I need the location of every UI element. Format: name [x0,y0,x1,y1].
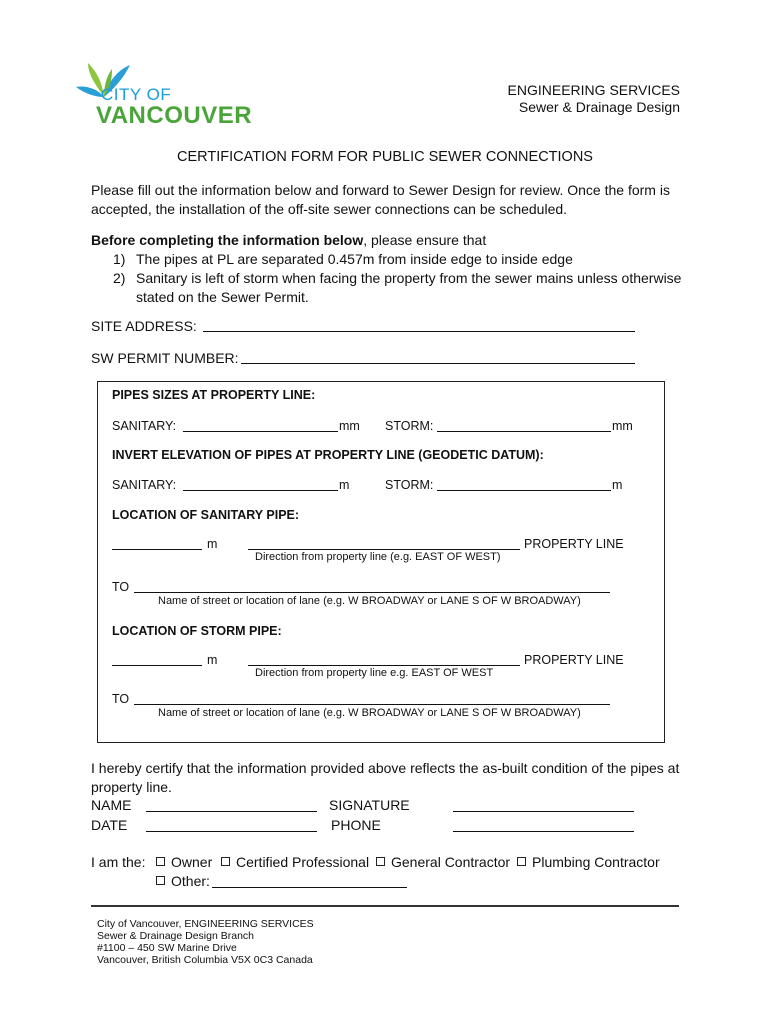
sw-permit-label: SW PERMIT NUMBER: [91,350,239,366]
date-label: DATE [91,817,128,833]
role-owner-option[interactable] [156,854,212,870]
sanitary-invert-unit: m [339,478,350,492]
sw-permit-field[interactable] [241,363,635,364]
list-item-1: The pipes at PL are separated 0.457m from inside edge to inside edge [136,251,573,267]
sanitary-size-label: SANITARY: [112,419,177,433]
name-field[interactable] [146,811,317,812]
sanitary-street-hint: Name of street or location of lane (e.g. W BROADWAY or LANE S OF W BROADWAY) [158,595,581,607]
phone-label: PHONE [331,817,381,833]
storm-street-hint: Name of street or location of lane (e.g. W BROADWAY or LANE S OF W BROADWAY) [158,707,581,719]
site-address-label: SITE ADDRESS: [91,318,197,334]
storm-size-field[interactable] [437,431,611,432]
role-label: I am the: [91,854,146,870]
storm-direction-hint: Direction from property line e.g. EAST OF WEST [255,667,494,679]
list-item-2a: Sanitary is left of storm when facing the property from the sewer mains unless otherwise [136,270,682,286]
footer-line-2: Sewer & Drainage Design Branch [97,930,254,942]
other-field[interactable] [212,887,407,888]
logo-vancouver: VANCOUVER [96,102,253,129]
owner-label: Owner [171,854,213,870]
storm-street-field[interactable] [134,704,610,705]
header-branch: Sewer & Drainage Design [518,99,680,115]
before-bold: Before completing the information below [91,232,364,248]
sanitary-size-unit: mm [339,419,360,433]
invert-heading: INVERT ELEVATION OF PIPES AT PROPERTY LINE (GEODETIC DATUM): [112,448,544,462]
other-checkbox[interactable] [156,876,165,885]
footer-divider [91,905,679,907]
contractor-label: General Contractor [391,854,511,870]
sanitary-invert-field[interactable] [183,490,338,491]
storm-distance-unit: m [207,653,218,667]
plumbing-label: Plumbing Contractor [532,854,660,870]
footer-line-1: City of Vancouver, ENGINEERING SERVICES [97,918,314,930]
plumbing-checkbox[interactable] [517,857,526,866]
site-address-field[interactable] [203,331,635,332]
page-title: CERTIFICATION FORM FOR PUBLIC SEWER CONNECTIONS [177,149,593,165]
storm-size-unit: mm [612,419,633,433]
certified-label: Certified Professional [236,854,370,870]
name-label: NAME [91,797,132,813]
storm-distance-field[interactable] [112,665,202,666]
contractor-checkbox[interactable] [376,857,385,866]
sanitary-invert-label: SANITARY: [112,478,177,492]
sanitary-street-field[interactable] [134,592,610,593]
signature-label: SIGNATURE [329,797,410,813]
intro-line-1: Please fill out the information below and forward to Sewer Design for review. Once the form is [91,182,670,198]
footer-line-3: #1100 – 450 SW Marine Drive [97,942,237,954]
storm-property-line: PROPERTY LINE [524,653,624,667]
before-rest: , please ensure that [363,232,487,248]
list-num-1: 1) [113,251,126,267]
storm-invert-label: STORM: [385,478,434,492]
intro-line-2: accepted, the installation of the off-site sewer connections can be scheduled. [91,201,568,217]
footer-line-4: Vancouver, British Columbia V5X 0C3 Canada [97,954,313,966]
owner-checkbox[interactable] [156,857,165,866]
signature-field[interactable] [453,811,634,812]
role-plumbing-option[interactable] [517,854,660,870]
storm-direction-field[interactable] [248,665,520,666]
sanitary-property-line: PROPERTY LINE [524,537,624,551]
role-certified-option[interactable] [221,854,369,870]
sanitary-distance-field[interactable] [112,549,202,550]
phone-field[interactable] [453,831,634,832]
sanitary-distance-unit: m [207,537,218,551]
sanitary-direction-hint: Direction from property line (e.g. EAST OF WEST) [255,551,501,563]
other-label: Other: [171,873,210,889]
list-num-2: 2) [113,270,126,286]
storm-invert-unit: m [612,478,623,492]
storm-invert-field[interactable] [437,490,611,491]
storm-location-heading: LOCATION OF STORM PIPE: [112,624,282,638]
pipe-sizes-heading: PIPES SIZES AT PROPERTY LINE: [112,388,316,402]
date-field[interactable] [146,831,317,832]
before-heading [91,232,486,248]
header-dept: ENGINEERING SERVICES [507,82,680,98]
sanitary-size-field[interactable] [183,431,338,432]
storm-size-label: STORM: [385,419,434,433]
role-other-option[interactable] [156,873,210,889]
logo-city-of: CITY OF [101,85,172,104]
city-logo [74,57,253,129]
certified-checkbox[interactable] [221,857,230,866]
sanitary-location-heading: LOCATION OF SANITARY PIPE: [112,508,300,522]
storm-to-label: TO [112,692,130,706]
sanitary-to-label: TO [112,580,130,594]
certify-line-2: property line. [91,779,172,795]
role-contractor-option[interactable] [376,854,510,870]
sanitary-direction-field[interactable] [248,549,520,550]
certify-line-1: I hereby certify that the information provided above reflects the as-built condition of the pipes at [91,760,680,776]
list-item-2b: stated on the Sewer Permit. [136,289,309,305]
